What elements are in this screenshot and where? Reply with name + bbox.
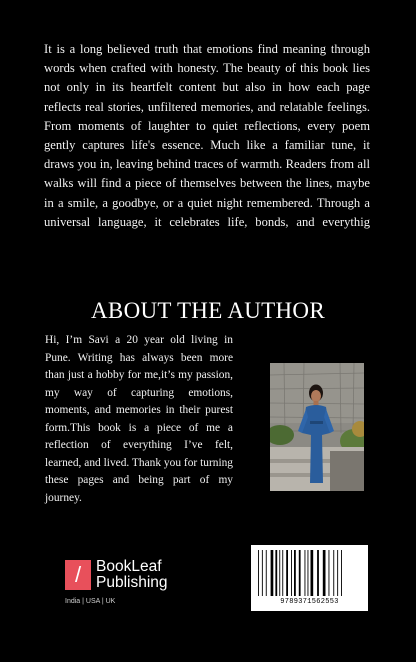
author-bio: Hi, I’m Savi a 20 year old living in Pune. Writing has always been more than just a hobby for me,it’s my passion, my way of capturing emotions, moments, and memories in their purest form.This book is a piece of me a reflection of everything I’ve felt, learned, and lived. Thank you for turning these pages and being part of my journey. — [45, 334, 233, 504]
barcode-bar — [323, 550, 326, 596]
barcode-bars — [256, 550, 363, 596]
barcode-bar — [308, 550, 309, 596]
barcode-bar — [286, 550, 288, 596]
publisher-logo — [65, 560, 185, 610]
barcode-bar — [262, 550, 263, 596]
barcode-bar — [279, 550, 280, 596]
barcode-bar — [341, 550, 342, 596]
barcode-bar — [266, 550, 267, 596]
barcode-bar — [311, 550, 314, 596]
publisher-regions: India | USA | UK — [65, 598, 116, 605]
about-author-heading: ABOUT THE AUTHOR — [91, 298, 325, 323]
barcode-bar — [282, 550, 283, 596]
barcode-bar — [299, 550, 301, 596]
author-photo — [270, 363, 364, 491]
barcode-bar — [317, 550, 319, 596]
barcode-bar — [337, 550, 338, 596]
barcode-bar — [291, 550, 292, 596]
barcode — [251, 545, 368, 611]
publisher-name-line1: BookLeaf — [96, 558, 162, 575]
barcode-bar — [258, 550, 259, 596]
publisher-name-line2: Publishing — [96, 574, 168, 591]
barcode-bar — [271, 550, 274, 596]
isbn-number: 9789371562553 — [280, 598, 339, 606]
barcode-bar — [329, 550, 330, 596]
barcode-bar — [294, 550, 296, 596]
barcode-bar — [275, 550, 277, 596]
author-photo-image — [270, 363, 364, 491]
barcode-bar — [333, 550, 334, 596]
publisher-mark: / — [65, 560, 91, 590]
book-blurb: It is a long believed truth that emotions find meaning through words when crafted with honesty. The beauty of this book lies not only in its heartfelt content but also in how each page reflects real stories, unfiltered memories, and relatable feelings. From moments of laughter to quiet reflections, every poem gently captures life's essence. Much like a familiar tune, it draws you in, leaving behind traces of warmth. Readers from all walks will find a piece of themselves between the lines, maybe in a smile, a goodbye, or a quiet night remembered. Through a universal language, it celebrates life, bonds, and everythig — [44, 42, 370, 229]
barcode-bar — [305, 550, 306, 596]
